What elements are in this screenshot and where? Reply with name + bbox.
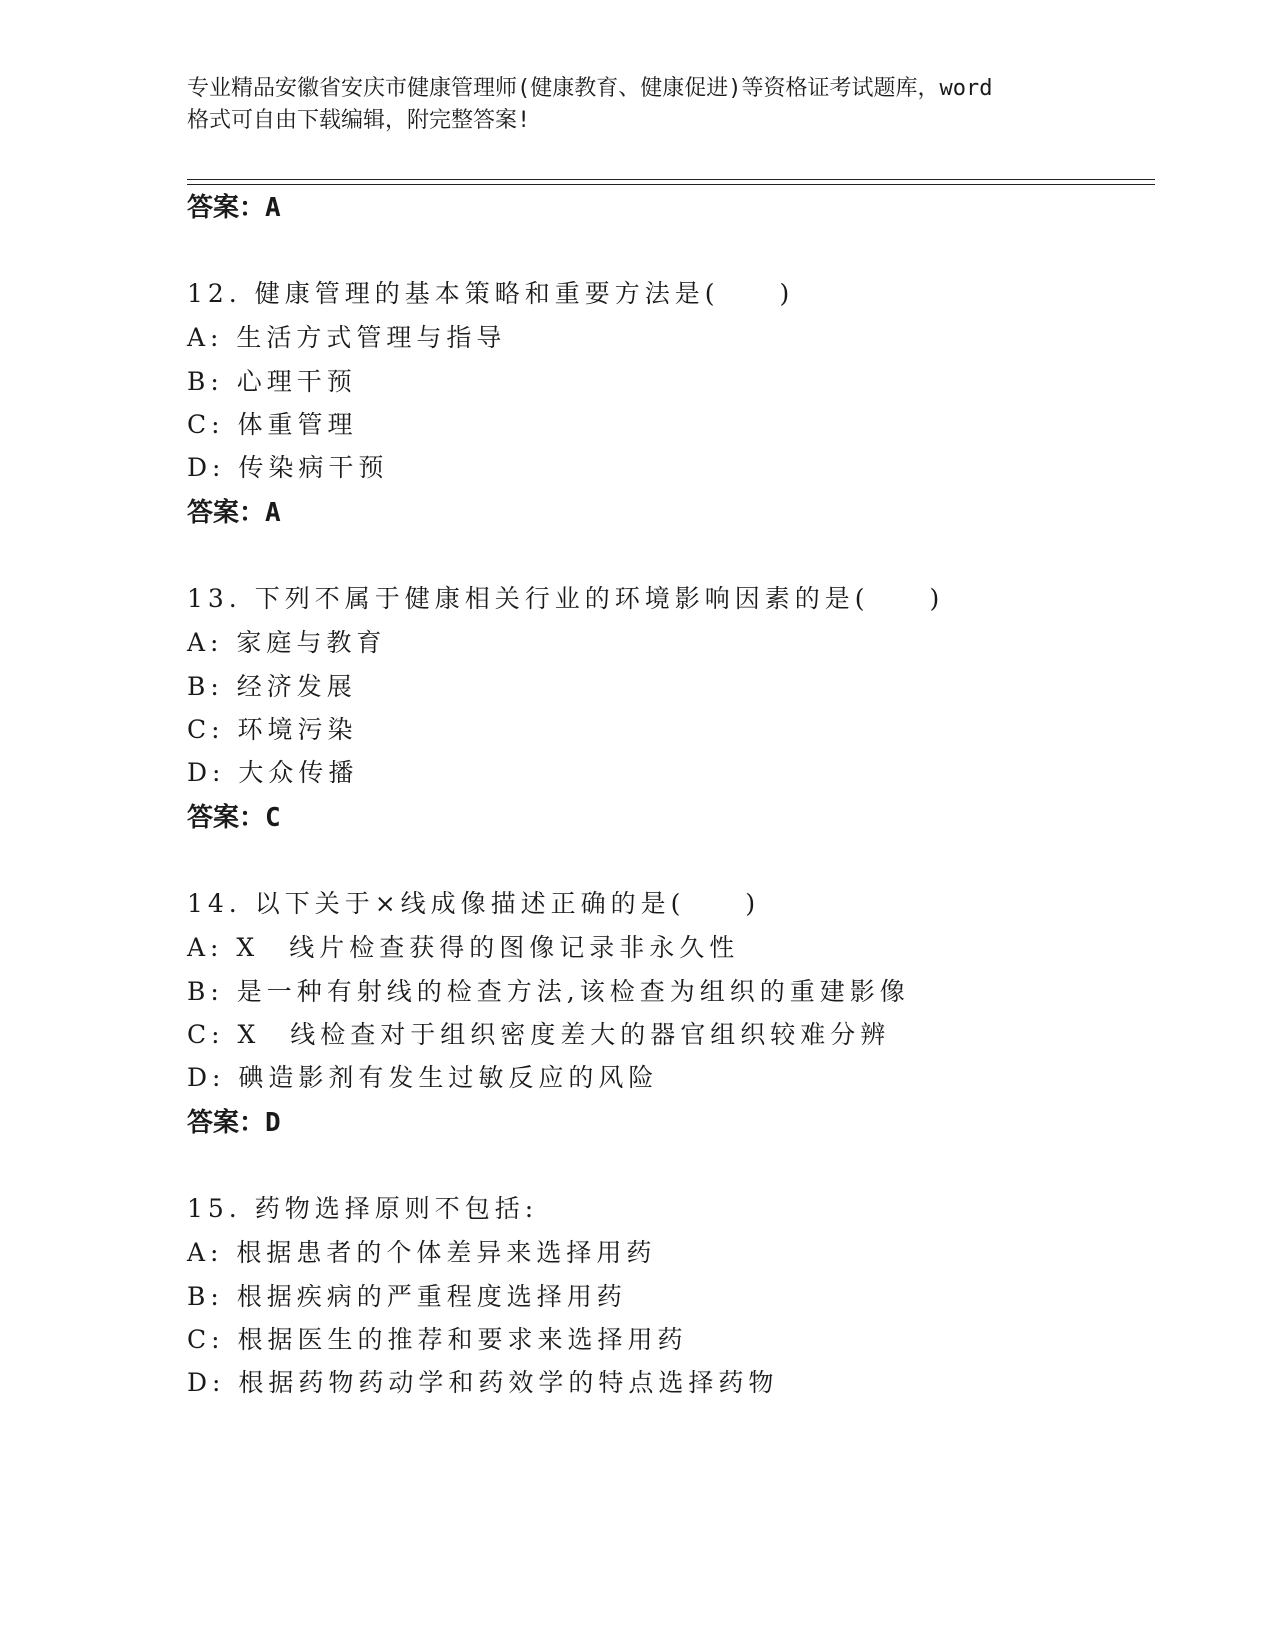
question-15-option-b: B: 根据疾病的严重程度选择用药 [187, 1282, 627, 1311]
question-13-stem: 13. 下列不属于健康相关行业的环境影响因素的是( ) [187, 584, 945, 613]
question-14-option-d: D: 碘造影剂有发生过敏反应的风险 [187, 1063, 659, 1092]
previous-answer: 答案：A [187, 193, 281, 223]
question-14-option-c: C: X 线检查对于组织密度差大的器官组织较难分辨 [187, 1020, 891, 1049]
question-14-option-b: B: 是一种有射线的检查方法,该检查为组织的重建影像 [187, 977, 910, 1006]
question-13-answer: 答案：C [187, 803, 281, 833]
question-13-option-a: A: 家庭与教育 [187, 628, 387, 657]
header-divider-bottom [187, 184, 1155, 185]
question-15-option-d: D: 根据药物药动学和药效学的特点选择药物 [187, 1368, 779, 1397]
question-12-stem: 12. 健康管理的基本策略和重要方法是( ) [187, 279, 795, 308]
question-15-option-a: A: 根据患者的个体差异来选择用药 [187, 1238, 657, 1267]
question-12-answer: 答案：A [187, 498, 281, 528]
question-13-option-c: C: 环境污染 [187, 715, 358, 744]
question-12-option-c: C: 体重管理 [187, 410, 358, 439]
question-14-option-a: A: X 线片检查获得的图像记录非永久性 [187, 933, 740, 962]
question-14-stem: 14. 以下关于×线成像描述正确的是( ) [187, 889, 761, 918]
question-13-option-b: B: 经济发展 [187, 672, 357, 701]
question-12-option-b: B: 心理干预 [187, 367, 357, 396]
question-13-option-d: D: 大众传播 [187, 758, 359, 787]
question-15-option-c: C: 根据医生的推荐和要求来选择用药 [187, 1325, 688, 1354]
document-header [187, 73, 1087, 137]
header-divider-top [187, 179, 1155, 180]
question-12-option-d: D: 传染病干预 [187, 453, 389, 482]
question-12-option-a: A: 生活方式管理与指导 [187, 323, 507, 352]
header-line-1: 专业精品安徽省安庆市健康管理师(健康教育、健康促进)等资格证考试题库，word [187, 76, 993, 101]
header-line-2: 格式可自由下载编辑，附完整答案! [187, 108, 531, 133]
question-15-stem: 15. 药物选择原则不包括: [187, 1194, 539, 1223]
question-14-answer: 答案：D [187, 1108, 281, 1138]
